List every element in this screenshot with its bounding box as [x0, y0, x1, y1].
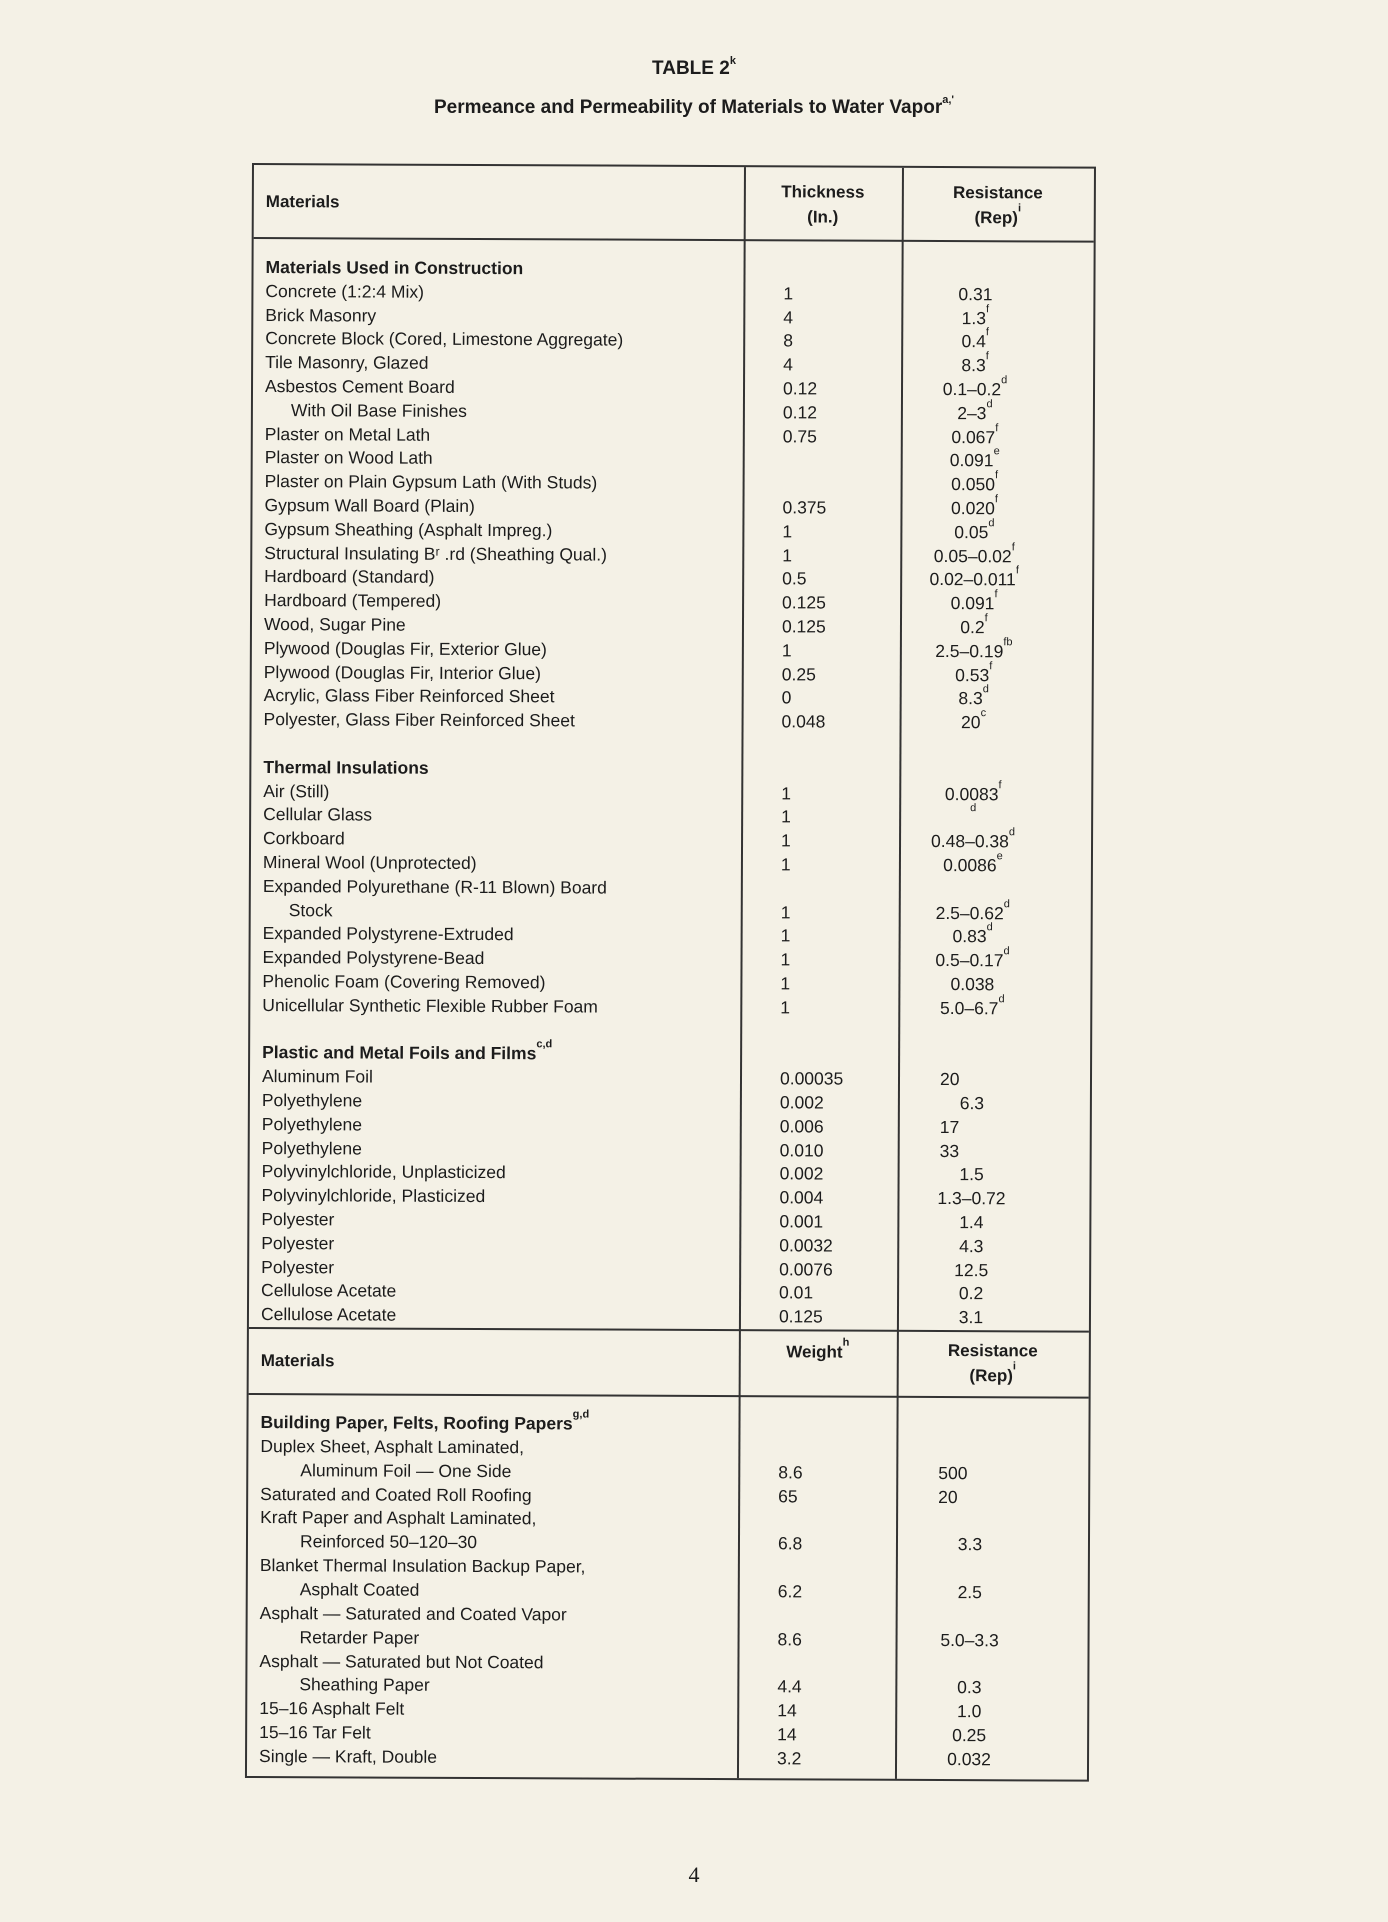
material-cell: 15–16 Asphalt Felt	[259, 1698, 405, 1719]
material-cell: Polyethylene	[261, 1113, 363, 1135]
thickness-cell: 1	[782, 521, 793, 542]
permeance-table	[245, 163, 1096, 1782]
resistance-cell: 1.3$^f$	[961, 302, 990, 328]
header-weight: Weight$^h$	[786, 1336, 850, 1362]
material-cell: Asphalt Coated	[299, 1579, 420, 1600]
header-divider	[249, 1393, 1089, 1399]
material-cell: Gypsum Sheathing (Asphalt Impreg.)	[264, 518, 553, 541]
resistance-cell: 0.067$^f$	[951, 421, 999, 447]
thickness-cell: 1	[780, 925, 791, 946]
resistance-cell: 0.050$^f$	[951, 469, 999, 495]
thickness-cell: 4	[783, 306, 794, 327]
material-cell: Plywood (Douglas Fir, Interior Glue)	[263, 661, 542, 683]
thickness-cell: 6.2	[777, 1581, 803, 1602]
thickness-cell: 1	[782, 544, 793, 565]
material-cell: Tile Masonry, Glazed	[265, 352, 429, 373]
resistance-cell: 1.5	[959, 1164, 984, 1185]
thickness-cell: 0.12	[782, 378, 818, 399]
material-cell: Reinforced 50–120–30	[299, 1531, 478, 1553]
resistance-cell: 0.2	[958, 1283, 984, 1304]
thickness-cell: 0.006	[779, 1116, 824, 1137]
material-cell: Aluminum Foil — One Side	[300, 1459, 512, 1481]
material-cell: Hardboard (Standard)	[264, 566, 435, 588]
material-cell: Polyethylene	[261, 1090, 363, 1111]
thickness-cell: 0.010	[779, 1139, 824, 1161]
material-cell: Concrete Block (Cored, Limestone Aggregate)	[265, 328, 624, 351]
resistance-cell: 6.3	[959, 1093, 985, 1114]
material-cell: Corkboard	[263, 828, 345, 849]
material-cell: Plaster on Plain Gypsum Lath (With Studs)	[264, 471, 598, 493]
material-cell: Acrylic, Glass Fiber Reinforced Sheet	[263, 685, 555, 707]
resistance-cell: 2.5–0.19$^{fb}$	[935, 636, 1013, 662]
material-cell: Cellular Glass	[263, 804, 373, 825]
material-cell: Wood, Sugar Pine	[263, 614, 406, 635]
thickness-cell: 0	[781, 687, 792, 708]
resistance-cell: 20$^c$	[961, 707, 987, 733]
thickness-cell: 0.002	[779, 1092, 824, 1113]
thickness-cell: 0.002	[779, 1163, 824, 1184]
header-thickness: Thickness (In.)	[781, 182, 865, 227]
material-cell: Expanded Polyurethane (R-11 Blown) Board	[262, 875, 607, 898]
material-cell: Asphalt — Saturated but Not Coated	[259, 1650, 544, 1672]
thickness-cell: 65	[778, 1485, 798, 1506]
resistance-cell: 20	[939, 1069, 960, 1090]
thickness-cell: 0.001	[779, 1211, 824, 1232]
resistance-cell: 0.25	[952, 1725, 987, 1746]
thickness-cell: 1	[780, 949, 791, 970]
resistance-cell: 3.3	[957, 1534, 983, 1555]
material-cell: Plaster on Metal Lath	[264, 423, 431, 445]
material-cell: Polyvinylchloride, Plasticized	[261, 1185, 486, 1207]
table-row	[249, 1302, 1089, 1330]
material-cell: 15–16 Tar Felt	[259, 1722, 371, 1743]
thickness-cell: 1	[783, 283, 794, 304]
thickness-cell: 0.25	[781, 663, 816, 685]
resistance-cell: 1.3–0.72	[937, 1188, 1006, 1209]
thickness-cell: 0.125	[778, 1306, 823, 1327]
material-cell: Blanket Thermal Insulation Backup Paper,	[259, 1555, 586, 1577]
thickness-cell: 0.375	[782, 497, 827, 518]
resistance-cell: 2.5–0.62$^d$	[935, 897, 1010, 923]
thickness-cell: 1	[781, 782, 792, 803]
material-cell: Sheathing Paper	[299, 1674, 430, 1696]
material-cell: Stock	[288, 899, 333, 920]
thickness-cell: 4	[783, 354, 793, 375]
resistance-cell: 0.091e	[949, 445, 1000, 471]
thickness-cell: 0.125	[782, 592, 826, 613]
resistance-cell: 0.091$^f$	[950, 588, 998, 614]
resistance-cell: 0.032	[947, 1748, 991, 1770]
resistance-cell: 0.31	[958, 283, 993, 305]
resistance-cell: 0.53$^f$	[955, 659, 993, 685]
material-cell: Building Paper, Felts, Roofing Papers$^{g,d}$	[260, 1408, 590, 1434]
material-cell: Mineral Wool (Unprotected)	[262, 852, 477, 873]
material-cell: Polyester	[261, 1256, 335, 1277]
thickness-cell: 1	[780, 901, 791, 922]
material-cell: Kraft Paper and Asphalt Laminated,	[260, 1507, 537, 1529]
material-cell: Plaster on Wood Lath	[264, 447, 433, 469]
resistance-cell: d	[970, 802, 977, 815]
header-materials-2: Materials	[260, 1351, 335, 1371]
material-cell: Hardboard (Tempered)	[264, 590, 442, 612]
thickness-cell: 0.75	[782, 425, 817, 447]
material-cell: Gypsum Wall Board (Plain)	[264, 495, 475, 516]
thickness-cell: 8.6	[777, 1628, 802, 1650]
thickness-cell: 0.00035	[779, 1068, 844, 1089]
thickness-cell: 1	[780, 973, 791, 994]
material-cell: Thermal Insulations	[263, 756, 429, 778]
resistance-cell: 1.0	[957, 1701, 982, 1722]
resistance-cell: 0.3	[957, 1677, 982, 1698]
thickness-cell: 0.01	[779, 1282, 814, 1303]
resistance-cell: 1.4	[959, 1212, 984, 1233]
resistance-cell: 0.02–0.011$^f$	[929, 564, 1019, 590]
resistance-cell: 0.83$^d$	[952, 921, 993, 947]
resistance-cell: 20	[938, 1486, 958, 1507]
material-cell: Asphalt — Saturated and Coated Vapor	[259, 1602, 567, 1625]
thickness-cell: 0.004	[779, 1187, 824, 1208]
material-cell: Brick Masonry	[265, 304, 377, 326]
material-cell: Expanded Polystyrene-Extruded	[262, 923, 514, 945]
thickness-cell: 1	[780, 997, 791, 1018]
thickness-cell: 1	[781, 806, 791, 827]
material-cell: Polyester	[261, 1209, 335, 1230]
material-cell: Plastic and Metal Foils and Films$^{c,d}$	[262, 1038, 553, 1064]
material-cell: Polyester	[261, 1232, 335, 1254]
thickness-cell: 0.0032	[779, 1235, 833, 1256]
resistance-cell: 2.5	[957, 1582, 982, 1603]
thickness-cell: 0.5	[782, 568, 807, 589]
thickness-cell: 14	[777, 1724, 797, 1745]
thickness-cell: 0.048	[781, 711, 826, 732]
material-cell: Retarder Paper	[299, 1626, 420, 1648]
thickness-cell: 1	[781, 640, 792, 661]
material-cell: Cellulose Acetate	[260, 1304, 397, 1325]
material-cell: Concrete (1:2:4 Mix)	[265, 280, 425, 302]
material-cell: Single — Kraft, Double	[259, 1745, 438, 1767]
resistance-cell: 0.0083$^f$	[944, 778, 1002, 804]
resistance-cell: 0.038	[950, 974, 995, 995]
table-subtitle: Permeance and Permeability of Materials to Water Vapor$^{a,'}$	[433, 94, 955, 118]
material-cell: Cellulose Acetate	[261, 1280, 397, 1302]
material-cell: Polyethylene	[261, 1137, 362, 1159]
resistance-cell: 5.0–3.3	[940, 1629, 999, 1650]
header-materials: Materials	[265, 192, 340, 212]
table-title: TABLE 2$^k$	[652, 55, 736, 79]
header-divider	[254, 237, 1094, 243]
thickness-cell: 0.125	[781, 616, 826, 637]
resistance-cell: 8.3$^d$	[958, 683, 989, 709]
table-row	[247, 1744, 1087, 1772]
thickness-cell: 1	[781, 830, 791, 851]
resistance-cell: 8.3$^f$	[961, 350, 989, 376]
resistance-cell: 500	[938, 1462, 968, 1483]
header-resistance: Resistance (Rep)$^i$	[952, 183, 1043, 228]
resistance-cell: 2–3$^d$	[957, 398, 993, 424]
material-cell: Phenolic Foam (Covering Removed)	[262, 971, 546, 993]
page-number: 4	[688, 1862, 700, 1887]
material-cell: Expanded Polystyrene-Bead	[262, 947, 485, 969]
thickness-cell: 14	[777, 1700, 797, 1721]
resistance-cell: 17	[939, 1116, 960, 1137]
resistance-cell: 0.1–0.2$^d$	[942, 374, 1008, 400]
material-cell: Air (Still)	[263, 780, 330, 801]
material-cell: Materials Used in Construction	[265, 257, 524, 279]
material-cell: Duplex Sheet, Asphalt Laminated,	[260, 1435, 525, 1458]
resistance-cell: 33	[939, 1140, 960, 1161]
resistance-cell: 12.5	[954, 1259, 989, 1280]
resistance-cell: 0.4$^f$	[961, 326, 989, 352]
resistance-cell: 0.0086e	[943, 850, 1003, 876]
resistance-cell: 3.1	[958, 1307, 984, 1328]
thickness-cell: 0.0076	[779, 1258, 833, 1280]
material-cell: Polyester, Glass Fiber Reinforced Sheet	[263, 709, 575, 731]
thickness-cell: 4.4	[777, 1676, 802, 1697]
thickness-cell: 1	[780, 854, 791, 875]
resistance-cell: 0.05–0.02$^f$	[933, 540, 1015, 566]
material-cell: Polyvinylchloride, Unplasticized	[261, 1161, 506, 1183]
thickness-cell: 3.2	[777, 1748, 802, 1769]
thickness-cell: 6.8	[777, 1533, 803, 1554]
thickness-cell: 8.6	[778, 1461, 803, 1483]
thickness-cell: 8	[783, 330, 794, 351]
header-resistance-2: Resistance (Rep)$^i$	[947, 1341, 1038, 1386]
resistance-cell: 5.0–6.7$^d$	[940, 993, 1005, 1019]
resistance-cell: 0.48–0.38$^d$	[931, 826, 1016, 852]
material-cell: Asbestos Cement Board	[264, 376, 455, 397]
thickness-cell: 0.12	[782, 402, 818, 423]
resistance-cell: 0.020$^f$	[951, 493, 998, 519]
material-cell: Saturated and Coated Roll Roofing	[260, 1483, 532, 1505]
material-cell: Plywood (Douglas Fir, Exterior Glue)	[263, 637, 547, 660]
resistance-cell: 0.5–0.17$^d$	[935, 945, 1010, 971]
resistance-cell: 0.2$^f$	[960, 612, 988, 638]
material-cell: Unicellular Synthetic Flexible Rubber Foam	[262, 994, 598, 1017]
resistance-cell: 4.3	[959, 1235, 984, 1256]
material-cell: Structural Insulating Bʳ .rd (Sheathing Qual.)	[264, 542, 608, 565]
material-cell: With Oil Base Finishes	[290, 399, 467, 421]
material-cell: Aluminum Foil	[261, 1066, 373, 1087]
resistance-cell: 0.05$^d$	[954, 517, 995, 543]
